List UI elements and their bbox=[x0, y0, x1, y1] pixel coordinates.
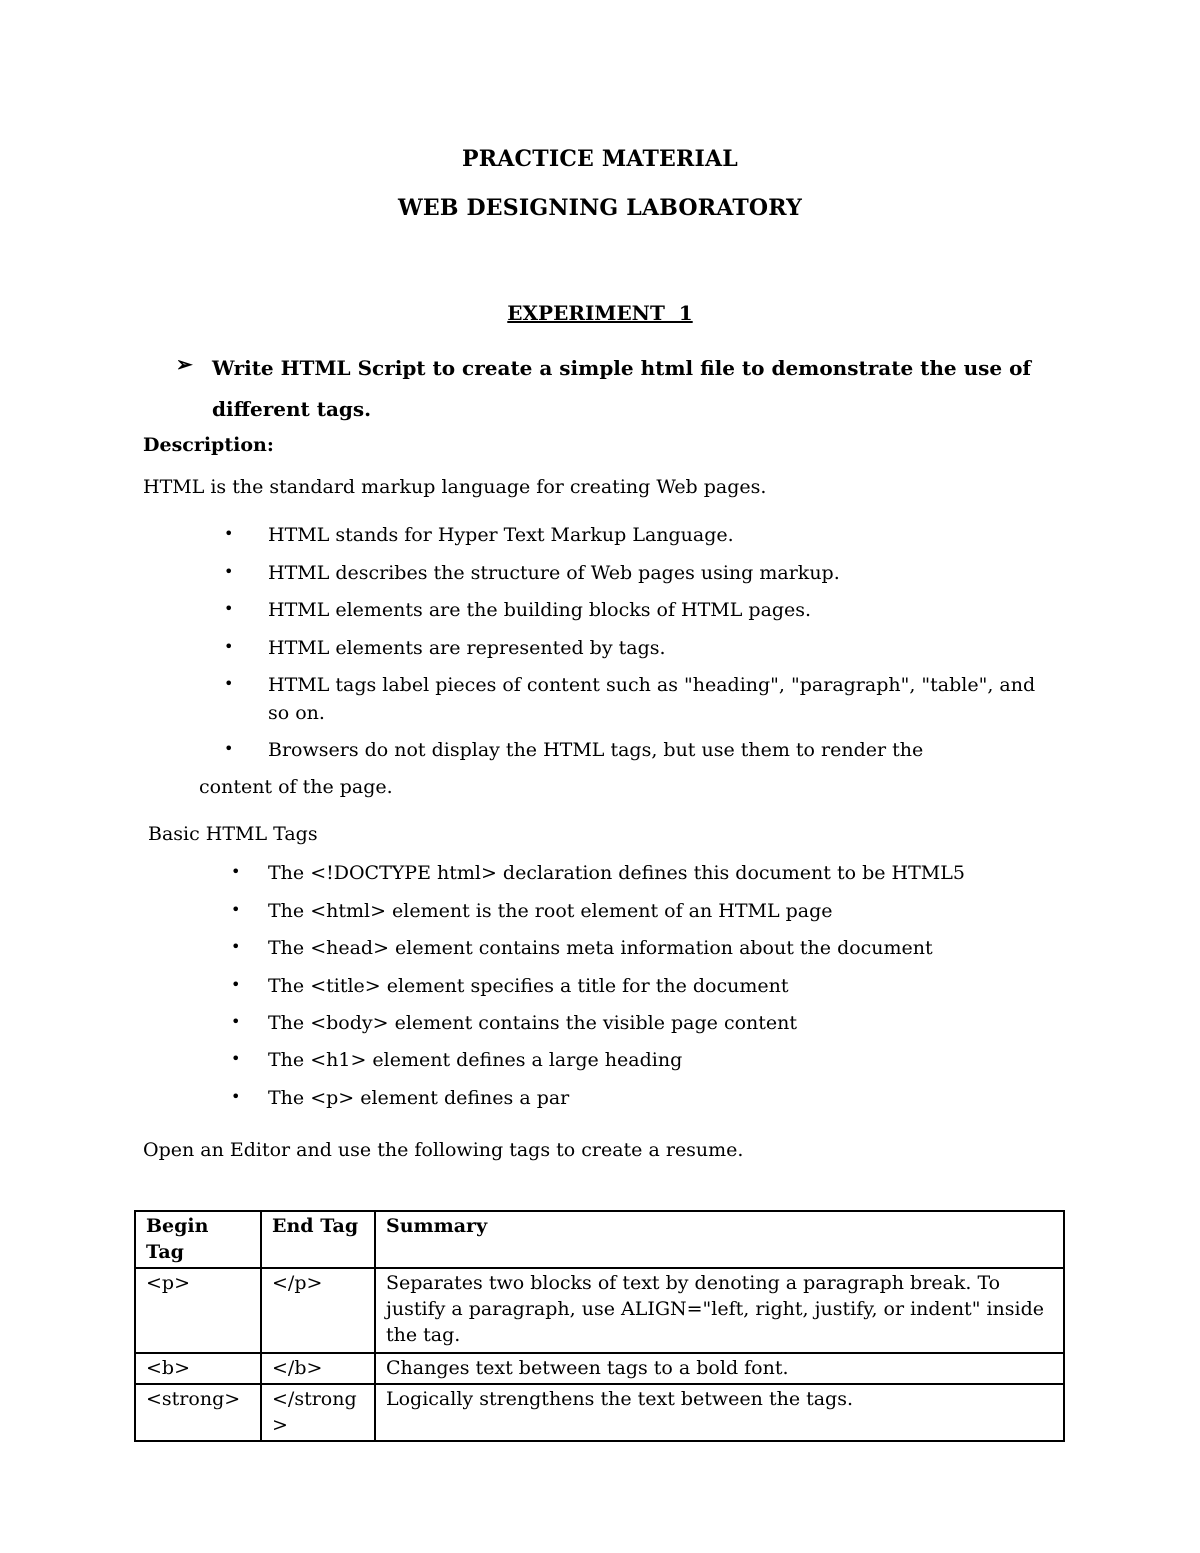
list-item: HTML describes the structure of Web pages using markup. bbox=[268, 562, 840, 584]
table-row bbox=[135, 1353, 1064, 1384]
column-header-end-tag: End Tag bbox=[261, 1211, 375, 1268]
summary-cell: Separates two blocks of text by denoting a paragraph break. To justify a paragraph, use ALIGN="left, right, justify, or indent" inside the tag. bbox=[375, 1268, 1064, 1353]
editor-instruction: Open an Editor and use the following tags to create a resume. bbox=[143, 1139, 744, 1161]
bullet-dot-icon: • bbox=[224, 674, 234, 693]
begin-tag-cell: <p> bbox=[135, 1268, 261, 1353]
list-item: The <h1> element defines a large heading bbox=[268, 1049, 683, 1071]
arrow-bullet-icon: ➢ bbox=[176, 352, 193, 376]
table-row bbox=[135, 1268, 1064, 1353]
list-item: The <html> element is the root element of an HTML page bbox=[268, 900, 833, 922]
end-tag-cell: </strong > bbox=[261, 1384, 375, 1441]
task-statement: Write HTML Script to create a simple html file to demonstrate the use of different tags. bbox=[212, 356, 1032, 421]
table-header-row bbox=[135, 1211, 1064, 1268]
description-label: Description: bbox=[143, 434, 274, 456]
list-item: The <!DOCTYPE html> declaration defines this document to be HTML5 bbox=[268, 862, 965, 884]
bullet-dot-icon: • bbox=[224, 637, 234, 656]
list-item: HTML tags label pieces of content such as "heading", "paragraph", "table", and so on. bbox=[268, 674, 1036, 724]
experiment-heading: EXPERIMENT 1 bbox=[507, 301, 693, 325]
bullet-dot-icon: • bbox=[224, 524, 234, 543]
tags-table bbox=[134, 1210, 1065, 1442]
summary-cell: Changes text between tags to a bold font. bbox=[375, 1353, 1064, 1384]
summary-cell: Logically strengthens the text between the tags. bbox=[375, 1384, 1064, 1441]
bullet-dot-icon: • bbox=[231, 1087, 241, 1106]
list-item: HTML elements are represented by tags. bbox=[268, 637, 666, 659]
list-item: HTML stands for Hyper Text Markup Language. bbox=[268, 524, 734, 546]
list-item: Browsers do not display the HTML tags, but use them to render the bbox=[268, 739, 924, 761]
document-title: PRACTICE MATERIAL bbox=[462, 146, 738, 172]
column-header-summary: Summary bbox=[375, 1211, 1064, 1268]
basic-tags-label: Basic HTML Tags bbox=[148, 823, 318, 845]
bullet-dot-icon: • bbox=[224, 739, 234, 758]
end-tag-cell: </p> bbox=[261, 1268, 375, 1353]
bullet-dot-icon: • bbox=[224, 562, 234, 581]
list-item: The <title> element specifies a title for the document bbox=[268, 975, 789, 997]
bullet-dot-icon: • bbox=[231, 862, 241, 881]
bullet-dot-icon: • bbox=[224, 599, 234, 618]
bullet-dot-icon: • bbox=[231, 900, 241, 919]
list-item: The <head> element contains meta information about the document bbox=[268, 937, 933, 959]
document-subtitle: WEB DESIGNING LABORATORY bbox=[397, 195, 802, 221]
list-item: The <p> element defines a par bbox=[268, 1087, 570, 1109]
bullet-dot-icon: • bbox=[231, 975, 241, 994]
begin-tag-cell: <b> bbox=[135, 1353, 261, 1384]
list-item: HTML elements are the building blocks of HTML pages. bbox=[268, 599, 812, 621]
table-row bbox=[135, 1384, 1064, 1441]
description-intro: HTML is the standard markup language for creating Web pages. bbox=[143, 476, 767, 498]
column-header-begin-tag: Begin Tag bbox=[135, 1211, 261, 1268]
begin-tag-cell: <strong> bbox=[135, 1384, 261, 1441]
bullet-dot-icon: • bbox=[231, 1049, 241, 1068]
end-tag-cell: </b> bbox=[261, 1353, 375, 1384]
description-continuation: content of the page. bbox=[199, 776, 393, 798]
bullet-dot-icon: • bbox=[231, 1012, 241, 1031]
bullet-dot-icon: • bbox=[231, 937, 241, 956]
list-item: The <body> element contains the visible page content bbox=[268, 1012, 798, 1034]
